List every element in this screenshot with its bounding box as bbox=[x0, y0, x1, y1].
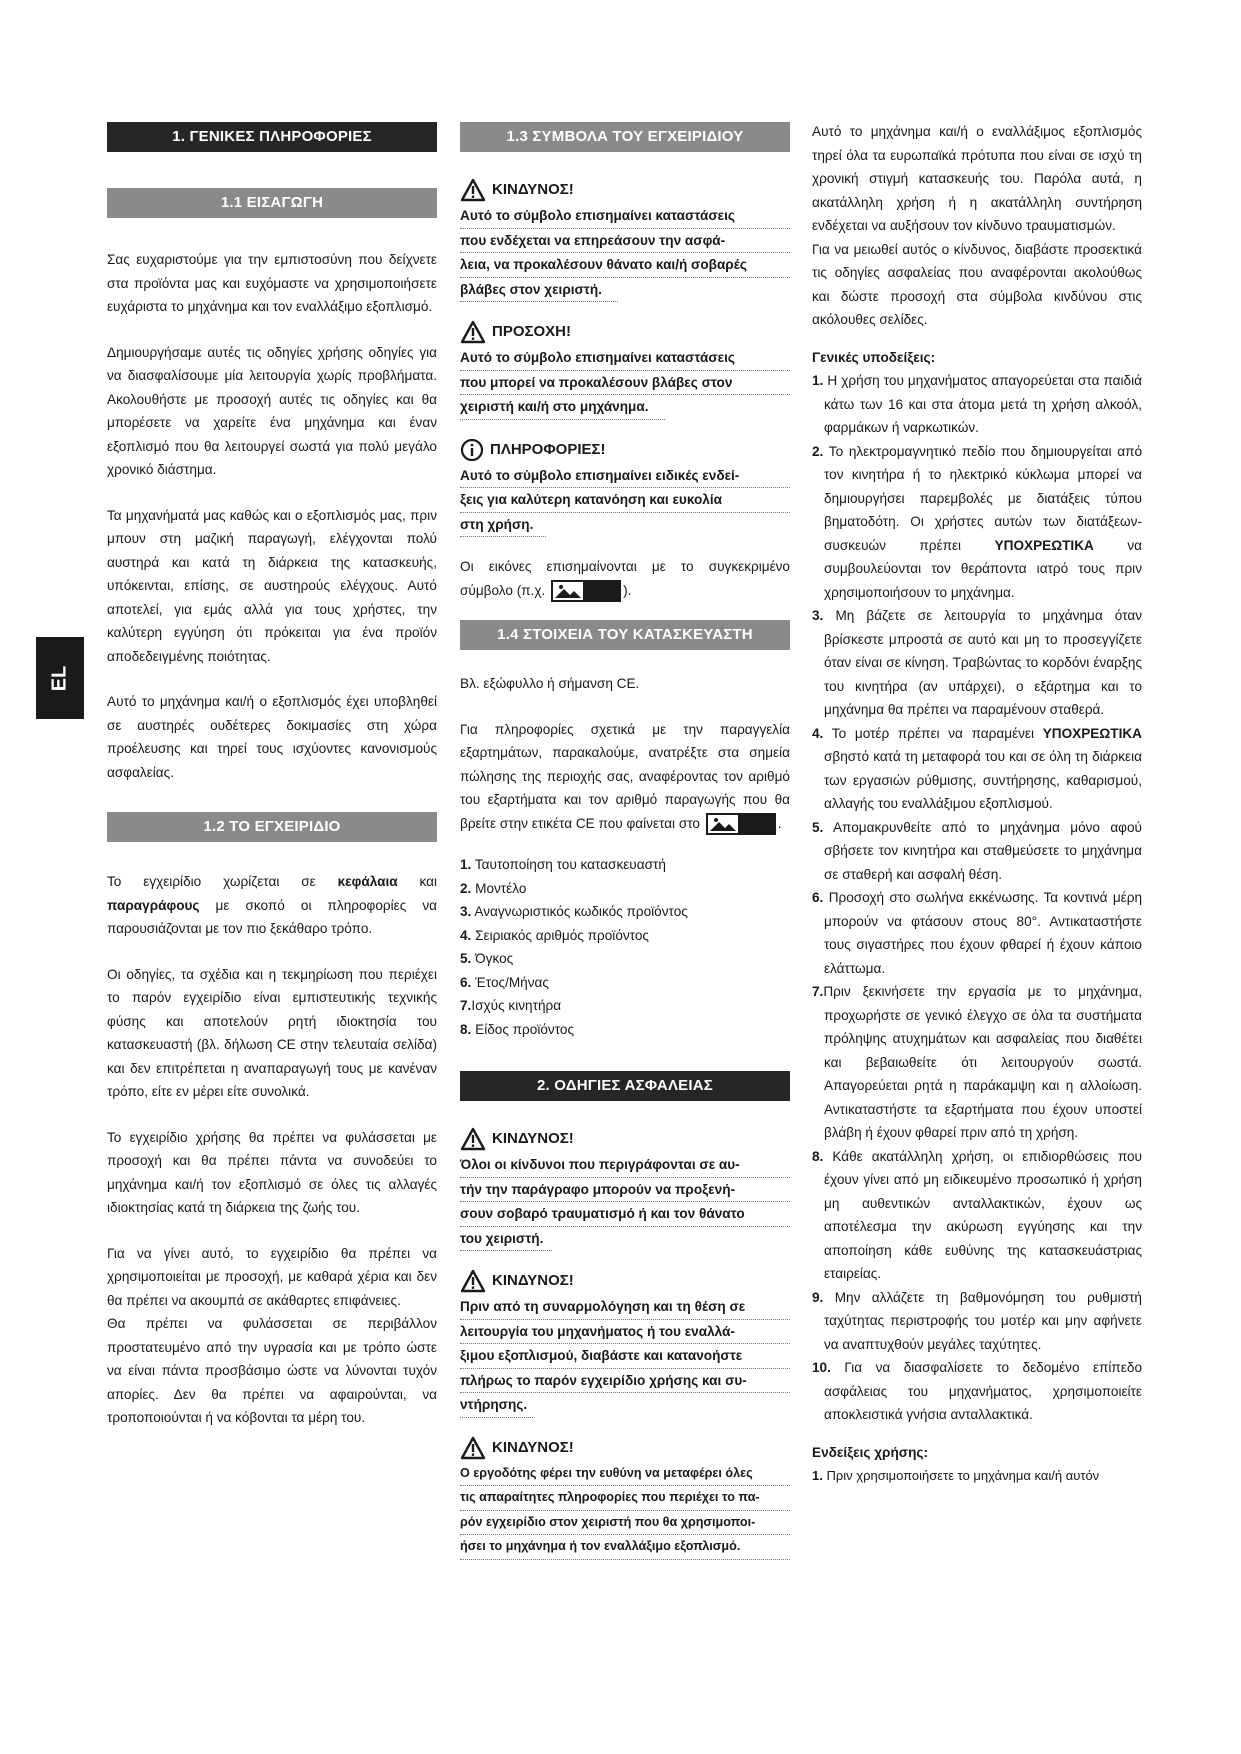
list-item: 3. Αναγνωριστικός κωδικός προϊόντος bbox=[460, 904, 688, 919]
list-item: 5. Απομακρυνθείτε από το μηχάνημα μόνο αφού σβήσετε τον κινητήρα και σταθμεύσετε το μηχάνημα σε σταθερή και ασφαλή θέση. bbox=[812, 819, 1142, 882]
list-item: 1. Πριν χρησιμοποιήσετε το μηχάνημα και/ή αυτόν bbox=[812, 1468, 1100, 1483]
warning-title: ΚΙΝΔΥΝΟΣ! bbox=[492, 181, 574, 199]
manual-paragraph-4: Για να γίνει αυτό, το εγχειρίδιο θα πρέπει να χρησιμοποιείται με προσοχή, με καθαρά χέρια και δεν θα πρέπει να ακουμπά σε ακάθαρτες επιφάνειες. bbox=[107, 1245, 437, 1308]
list-item: 8. Κάθε ακατάλληλη χρήση, οι επιδιορθώσεις που έχουν γίνει από μη ειδικευμένο προσωπικό ή χρήση μη αυθεντικών ανταλλακτικών, έχουν ως αποτέλεσμα την ακύρωση εγγύησης και την αποποίηση κάθε ευθύνης της κατασκευάστριας εταιρείας. bbox=[812, 1148, 1142, 1281]
warning-title: ΚΙΝΔΥΝΟΣ! bbox=[492, 1272, 574, 1290]
image-symbol-note: Οι εικόνες επισημαίνονται με το συγκεκριμένο σύμβολο (π.χ. ). bbox=[460, 555, 790, 602]
warning-triangle-icon bbox=[460, 1436, 486, 1460]
warning-body: Αυτό το σύμβολο επισημαίνει καταστάσεις που μπορεί να προκαλέσουν βλάβες στον χειριστή και/ή στο μηχάνημα. bbox=[460, 346, 790, 420]
safety-paragraph-1: Αυτό το μηχάνημα και/ή ο εναλλάξιμος εξοπλισμός τηρεί όλα τα ευρωπαϊκά πρότυπα που είναι σε ισχύ τη χρονική στιγμή κατασκευής του. Παρόλα αυτά, η ακατάλληλη χρήση ή η ακατάλληλη συντήρηση ενδέχεται να αυξήσουν τον κίνδυνο τραυματισμών. bbox=[812, 124, 1142, 233]
list-item: 7.Πριν ξεκινήσετε την εργασία με το μηχάνημα, προχωρήστε σε γενικό έλεγχο σε όλα τα συστήματα πρόληψης ατυχημάτων και ασφαλείας που διαθέτει και βεβαιωθείτε ότι λειτουργούν σωστά. Απαγορεύεται ρητά η παράκαμψη και η αλλοίωση. Αντικαταστήστε τα εξαρτήματα που έχουν υποστεί βλάβη ή έχουν φθαρεί πριν από τη χρήση. bbox=[812, 984, 1142, 1140]
image-symbol-icon bbox=[551, 580, 621, 602]
label-fields-list bbox=[460, 853, 790, 1041]
manual-paragraph-2: Οι οδηγίες, τα σχέδια και η τεκμηρίωση που περιέχει το παρόν εγχειρίδιο είναι εμπιστευτικής τεχνικής φύσης και αποτελούν ρητή ιδιοκτησία του κατασκευαστή (βλ. δήλωση CE στην τελευταία σελίδα) και δεν επιτρέπεται η αναπαραγωγή τους με κανέναν τρόπο, είτε εν μέρει είτε συνολικά. bbox=[107, 966, 437, 1099]
manual-paragraph-5: Θα πρέπει να φυλάσσεται σε περιβάλλον προστατευμένο από την υγρασία και με τρόπο ώστε να είναι πάντα προσβάσιμο ώστε να λύνονται τυχόν απορίες. Δεν θα πρέπει να αφαιρούνται, να τροποποιούνται ή να κόβονται τα μέρη του. bbox=[107, 1316, 437, 1425]
list-item: 3. Μη βάζετε σε λειτουργία το μηχάνημα όταν βρίσκεστε μπροστά σε αυτό και μη το προσεγγίζετε όταν είναι σε κίνηση. Τραβώντας το κορδόνι έναρξης του κινητήρα (αν υπάρχει), ο εξάρτημα και το μηχάνημα θα πρέπει να παραμένουν σταθερά. bbox=[812, 608, 1143, 717]
image-symbol-icon bbox=[706, 813, 776, 835]
warning-danger-1 bbox=[460, 178, 790, 202]
warning-triangle-icon bbox=[460, 178, 486, 202]
list-item: 2. Μοντέλο bbox=[460, 880, 527, 896]
warning-body: Όλοι οι κίνδυνοι που περιγράφονται σε αυ- τήν την παράγραφο μπορούν να προξενή- σουν σοβαρό τραυματισμό ή και τον θάνατο του χειριστή. bbox=[460, 1153, 790, 1251]
column-2 bbox=[460, 122, 790, 1560]
warning-danger-2 bbox=[460, 1127, 790, 1151]
list-item: 7.Ισχύς κινητήρα bbox=[460, 998, 562, 1013]
info-notice bbox=[460, 438, 790, 462]
warning-triangle-icon bbox=[460, 1269, 486, 1293]
info-circle-icon bbox=[460, 438, 484, 462]
warning-title: ΠΡΟΣΟΧΗ! bbox=[492, 323, 572, 341]
manufacturer-paragraph-1: Βλ. εξώφυλλο ή σήμανση CE. bbox=[460, 676, 640, 691]
warning-body: Αυτό το σύμβολο επισημαίνει καταστάσεις που ενδέχεται να επηρεάσουν την ασφά- λεια, να προκαλέσουν θάνατο και/ή σοβαρές βλάβες στον χειριστή. bbox=[460, 204, 790, 302]
warning-body: Ο εργοδότης φέρει την ευθύνη να μεταφέρει όλες τις απαραίτητες πληροφορίες που περιέχει το πα- ρόν εγχειρίδιο στον χειριστή που θα χρησιμοποι- ήσει το μηχάνημα ή τον εναλλάξιμο εξοπλισμό. bbox=[460, 1462, 790, 1560]
warning-danger-4 bbox=[460, 1436, 790, 1460]
warning-body: Αυτό το σύμβολο επισημαίνει ειδικές ενδεί- ξεις για καλύτερη κατανόηση και ευκολία στη χρήση. bbox=[460, 464, 790, 538]
warning-body: Πριν από τη συναρμολόγηση και τη θέση σε λειτουργία του μηχανήματος ή του εναλλά- ξιμου εξοπλισμού, διαβάστε και κατανοήστε πλήρως το παρόν εγχειρίδιο χρήσης και συ- ντήρησης. bbox=[460, 1295, 790, 1418]
warning-triangle-icon bbox=[460, 320, 486, 344]
manual-paragraph-1: Το εγχειρίδιο χωρίζεται σε κεφάλαια και παραγράφους με σκοπό οι πληροφορίες να παρουσιάζονται με τον πιο ξεκάθαρο τρόπο. bbox=[107, 874, 437, 936]
section-heading-1-4: 1.4 ΣΤΟΙΧΕΙΑ ΤΟΥ ΚΑΤΑΣΚΕΥΑΣΤΗ bbox=[460, 620, 790, 650]
intro-paragraph-3: Τα μηχανήματά μας καθώς και ο εξοπλισμός μας, πριν μπουν στη μαζική παραγωγή, ελέγχονται πολύ αυστηρά και κατά τη διάρκεια της κατασκευής, υπόκεινται, επίσης, σε αυστηρούς ελέγχους. Αυτό αποτελεί, για εμάς αλλά για τους χρήστες, την καλύτερη εγγύηση ότι πρόκειται για ένα προϊόν αποδεδειγμένης ποιότητας. bbox=[107, 507, 437, 664]
list-item: 6. Προσοχή στο σωλήνα εκκένωσης. Τα κοντινά μέρη μπορούν να φτάσουν στους 80°. Αντικαταστήστε τους σιγαστήρες που έχουν φθαρεί ή έχουν κάποιο ελάττωμα. bbox=[812, 890, 1143, 976]
intro-paragraph-1: Σας ευχαριστούμε για την εμπιστοσύνη που δείχνετε στα προϊόντα μας και ευχόμαστε να χρησιμοποιήσετε ευχάριστα το μηχάνημα και τον εναλλάξιμο εξοπλισμό. bbox=[107, 252, 437, 314]
list-item: 1. Ταυτοποίηση του κατασκευαστή bbox=[460, 857, 666, 872]
section-heading-1-2: 1.2 ΤΟ ΕΓΧΕΙΡΙΔΙΟ bbox=[107, 812, 437, 842]
intro-paragraph-4: Αυτό το μηχάνημα και/ή ο εξοπλισμός έχει υποβληθεί σε αυστηρές ουδέτερες δοκιμασίες στη χώρα προέλευσης και τηρεί τους ισχύοντες κανονισμούς ασφαλείας. bbox=[107, 694, 437, 780]
usage-hints-title: Ενδείξεις χρήσης: bbox=[812, 1444, 928, 1460]
intro-paragraph-2: Δημιουργήσαμε αυτές τις οδηγίες χρήσης οδηγίες για να διασφαλίσουμε μία λειτουργία χωρίς προβλήματα. Ακολουθήστε με προσοχή αυτές τις οδηγίες και θα μπορέσετε να χαρείτε ένα μηχάνημα και έναν εξοπλισμό που θα λειτουργεί σωστά για πολύ μεγάλο χρονικό διάστημα. bbox=[107, 344, 437, 477]
safety-paragraph-2: Για να μειωθεί αυτός ο κίνδυνος, διαβάστε προσεκτικά τις οδηγίες ασφαλείας που αναφέρονται ακολούθως και δώστε προσοχή στα σύμβολα κινδύνου στις ακόλουθες σελίδες. bbox=[812, 241, 1142, 327]
manual-paragraph-3: Το εγχειρίδιο χρήσης θα πρέπει να φυλάσσεται με προσοχή και θα πρέπει πάντα να συνοδεύει το μηχάνημα και/ή τον εξοπλισμό σε όλες τις αλλαγές ιδιοκτησίας κατά τη διάρκεια της ζωής του. bbox=[107, 1129, 437, 1215]
list-item: 5. Όγκος bbox=[460, 951, 514, 966]
warning-title: ΚΙΝΔΥΝΟΣ! bbox=[492, 1130, 574, 1148]
list-item: 9. Μην αλλάζετε τη βαθμονόμηση του ρυθμιστή ταχύτητας περιστροφής του μοτέρ και μην αφήνετε να αναπτυχθούν μεγάλες ταχύτητες. bbox=[812, 1289, 1142, 1352]
usage-hints-list bbox=[812, 1464, 1142, 1488]
manufacturer-paragraph-2: Για πληροφορίες σχετικά με την παραγγελία εξαρτημάτων, παρακαλούμε, ανατρέξτε στα σημεία πώλησης της περιοχής σας, αναφέροντας τον αριθμό του εξαρτήματα και τον αριθμό παραγωγής που θα βρείτε στην ετικέτα CE που φαίνεται στο . bbox=[460, 718, 790, 836]
general-hints-title: Γενικές υποδείξεις: bbox=[812, 349, 936, 365]
list-item: 4. Το μοτέρ πρέπει να παραμένει ΥΠΟΧΡΕΩΤΙΚΑ σβηστό κατά τη μεταφορά του και σε όλη τη διάρκεια των εργασιών ρύθμισης, συντήρησης, καθαρισμού, αλλαγής του εναλλάξιμου εξοπλισμού. bbox=[812, 725, 1142, 811]
warning-danger-3 bbox=[460, 1269, 790, 1293]
warning-title: ΠΛΗΡΟΦΟΡΙΕΣ! bbox=[490, 440, 606, 458]
column-1 bbox=[107, 122, 437, 1430]
warning-triangle-icon bbox=[460, 1127, 486, 1151]
warning-title: ΚΙΝΔΥΝΟΣ! bbox=[492, 1438, 574, 1456]
column-3 bbox=[812, 120, 1142, 1488]
general-hints-list bbox=[812, 369, 1142, 1427]
list-item: 8. Είδος προϊόντος bbox=[460, 1021, 575, 1037]
list-item: 1. Η χρήση του μηχανήματος απαγορεύεται στα παιδιά κάτω των 16 και στα άτομα μετά τη χρήση αλκοόλ, φαρμάκων ή ναρκωτικών. bbox=[812, 373, 1142, 435]
language-tab-label: EL bbox=[48, 665, 71, 691]
section-heading-1: 1. ΓΕΝΙΚΕΣ ΠΛΗΡΟΦΟΡΙΕΣ bbox=[107, 122, 437, 152]
section-heading-1-1: 1.1 ΕΙΣΑΓΩΓΗ bbox=[107, 188, 437, 218]
list-item: 4. Σειριακός αριθμός προϊόντος bbox=[460, 927, 649, 943]
language-tab bbox=[36, 637, 84, 719]
list-item: 10. Για να διασφαλίσετε το δεδομένο επίπεδο ασφάλειας του μηχανήματος, χρησιμοποιείτε αποκλειστικά γνήσια ανταλλακτικά. bbox=[812, 1360, 1142, 1422]
section-heading-2: 2. ΟΔΗΓΙΕΣ ΑΣΦΑΛΕΙΑΣ bbox=[460, 1071, 790, 1101]
section-heading-1-3: 1.3 ΣΥΜΒΟΛΑ ΤΟΥ ΕΓΧΕΙΡΙΔΙΟΥ bbox=[460, 122, 790, 152]
list-item: 6. Έτος/Μήνας bbox=[460, 974, 549, 990]
list-item: 2. Το ηλεκτρομαγνητικό πεδίο που δημιουργείται από τον κινητήρα ή το ηλεκτρικό κύκλωμα μπορεί να δημιουργήσει παρεμβολές με διατάξεις τύπου βηματοδότη. Οι χρήστες αυτών των διατάξεων-συσκευών πρέπει ΥΠΟΧΡΕΩΤΙΚΑ να συμβουλεύονται τον θεράποντα ιατρό τους πριν χρησιμοποιήσουν το μηχάνημα. bbox=[812, 443, 1143, 600]
warning-caution bbox=[460, 320, 790, 344]
